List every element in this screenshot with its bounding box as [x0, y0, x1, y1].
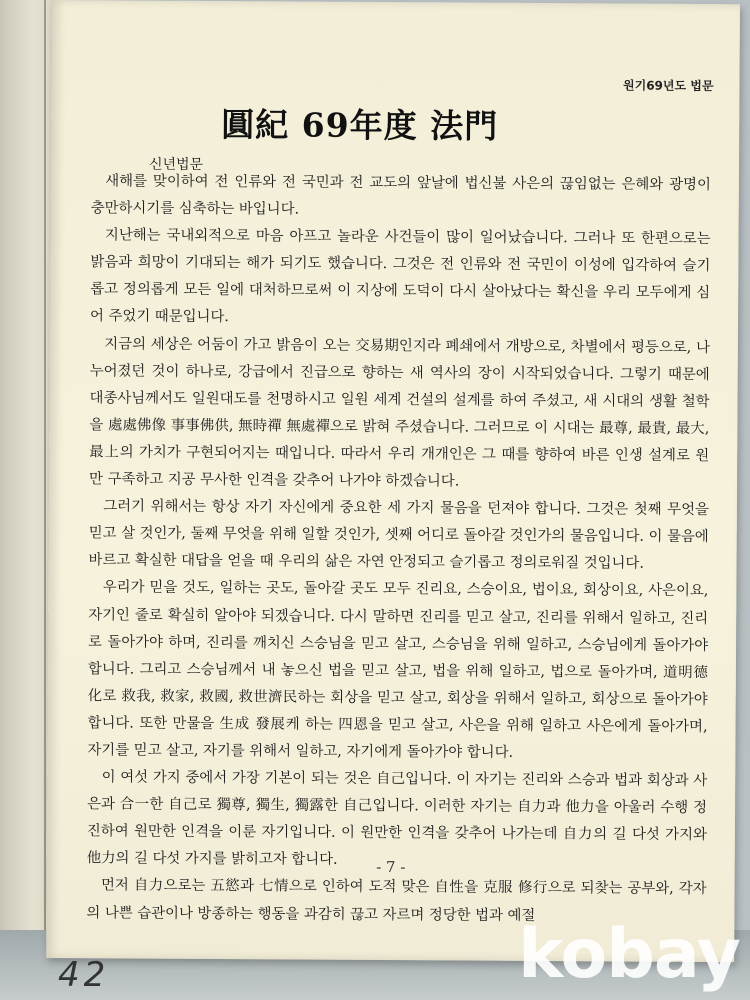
body-text — [86, 168, 711, 930]
spine-shadow — [44, 0, 46, 1000]
section-subtitle: 신년법문 — [148, 156, 204, 173]
paragraph: 우리가 믿을 것도, 일하는 곳도, 돌아갈 곳도 모두 진리요, 스승이요, 법이요, 회상이요, 사은이요, 자기인 줄로 확실히 알아야 되겠습니다. 다시 말하면 진리를 믿고 살고, 진리를 위해서 일하고, 진리로 돌아가야 하며, 진리를 깨치신 스승님을 믿고 살고, 스승님을 위해 일하고, 스승님에게 돌아가야 합니다. 그리고 스승님께서 내 놓으신 법을 믿고 살고, 법을 위해 일하고, 법으로 돌아가며, 道明德化로 救我, 救家, 救國, 救世濟民하는 회상을 믿고 살고, 회상을 위해서 일하고, 회상으로 돌아가야 합니다. 또한 만물을 生成 發展케 하는 四恩을 믿고 살고, 사은을 위해 일하고 사은에게 돌아가며, 자기를 믿고 살고, 자기를 위해서 일하고, 자기에게 돌아가야 합니다. — [87, 579, 709, 761]
paragraph: 지금의 세상은 어둠이 가고 밝음이 오는 交易期인지라 폐쇄에서 개방으로, 차별에서 평등으로, 나누어졌던 것이 하나로, 강급에서 진급으로 향하는 새 역사의 장이 시작되었습니다. 그렇기 때문에 대종사님께서도 일원대도를 천명하시고 일원 세계 건설의 설계를 하여 주셨고, 새 시대의 생활 철학을 處處佛像 事事佛供, 無時禪 無處禪으로 밝혀 주셨습니다. 그러므로 이 시대는 最尊, 最貴, 最大, 最上의 가치가 구현되어지는 때입니다. 따라서 우리 개개인은 그 때를 향하여 바른 인생 설계로 원만 구족하고 지공 무사한 인격을 갖추어 나가야 하겠습니다. — [89, 335, 710, 490]
page-number: - 7 - — [376, 857, 406, 877]
paragraph: 이 여섯 가지 중에서 가장 기본이 되는 것은 自己입니다. 이 자기는 진리와 스승과 법과 회상과 사은과 合一한 自己로 獨尊, 獨生, 獨露한 自己입니다. 이러한 자기는 自力과 他力을 아울러 수행 정진하여 원만한 인격을 이룬 자기입니다. 이 원만한 인격을 갖추어 나가는데 自力의 길 다섯 가지와 他力의 길 다섯 가지를 밝히고자 합니다. — [86, 769, 708, 869]
watermark-logo: kobay — [518, 915, 740, 994]
handwritten-number: 42 — [58, 955, 110, 995]
paragraph: 먼저 自力으로는 五慾과 七情으로 인하여 도적 맞은 自性을 克服 修行으로 되찾는 공부와, 각자의 나쁜 습관이나 방종하는 행동을 과감히 끊고 자르며 정당한 법과 예절 — [86, 877, 707, 924]
page-title: 圓紀 69年度 法門 — [221, 105, 499, 146]
book-page — [46, 0, 740, 962]
paragraph: 지난해는 국내외적으로 마음 아프고 놀라운 사건들이 많이 일어났습니다. 그러나 또 한편으로는 밝음과 희망이 기대되는 해가 되기도 했습니다. 그것은 전 인류와 전 국민이 이성에 입각하여 슬기롭고 정의롭게 모든 일에 대처하므로써 이 지상에 도덕이 다시 살아났다는 확신을 우리 모두에게 심어 주었기 때문입니다. — [90, 227, 711, 326]
paragraph: 새해를 맞이하여 전 인류와 전 국민과 전 교도의 앞날에 법신불 사은의 끊임없는 은혜와 광명이 충만하시기를 심축하는 바입니다. — [90, 173, 711, 218]
paragraph: 그러기 위해서는 항상 자기 자신에게 중요한 세 가지 물음을 던져야 합니다. 그것은 첫째 무엇을 믿고 살 것인가, 둘째 무엇을 위해 일할 것인가, 셋째 어디로 돌아갈 것인가의 물음입니다. 이 물음에 바르고 확실한 대답을 얻을 때 우리의 삶은 자연 안정되고 슬기롭고 정의로워질 것입니다. — [88, 498, 709, 572]
running-head: 원기69년도 법문 — [623, 78, 714, 94]
